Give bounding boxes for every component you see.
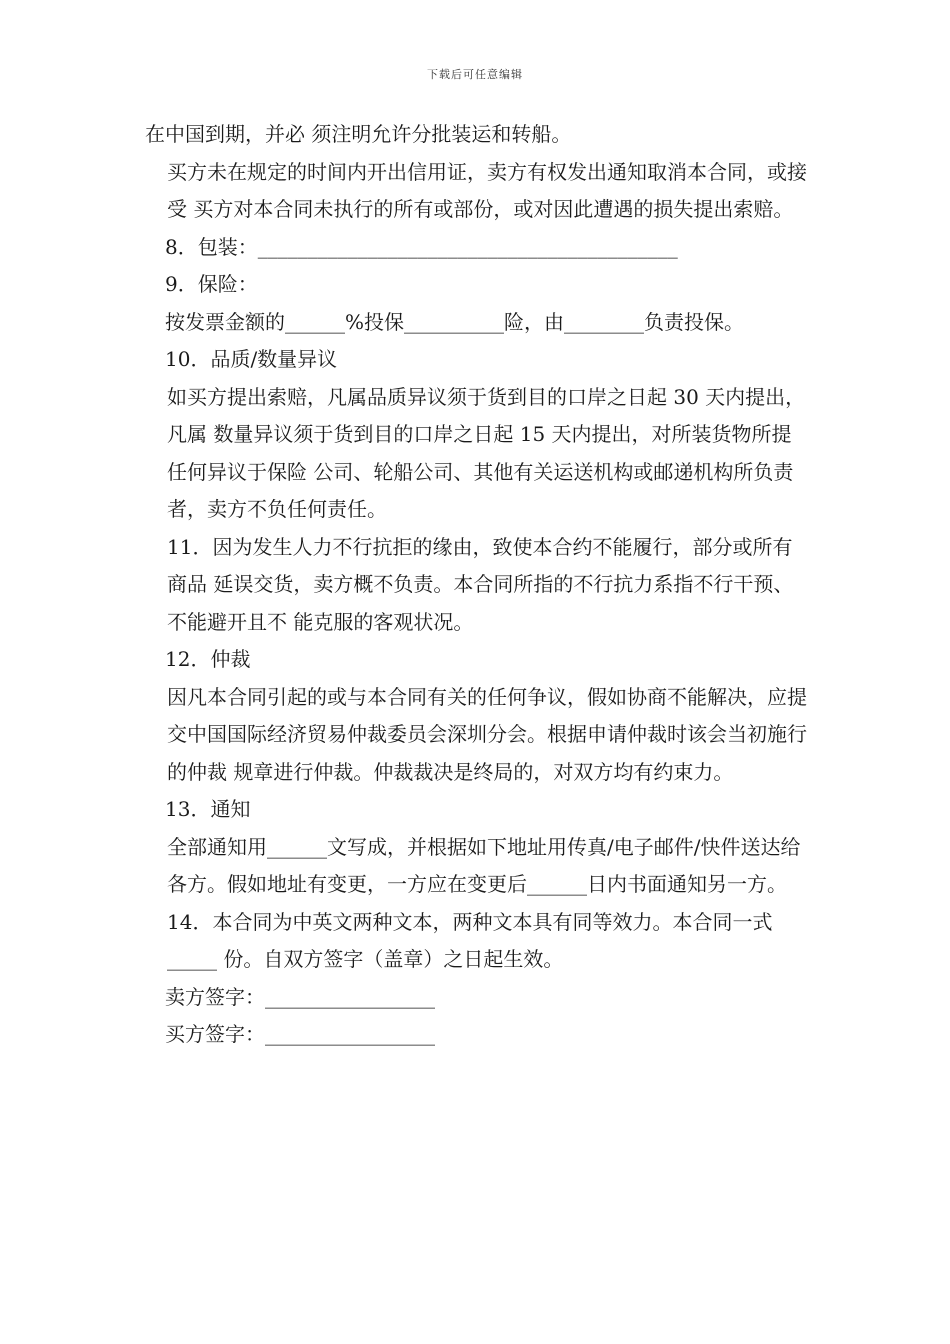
signature-block	[145, 979, 810, 1054]
paragraph-lc-expiry: 在中国到期，并必 须注明允许分批装运和转船。	[145, 122, 572, 146]
section-9-insurance-body: 按发票金额的______%投保__________险，由________负责投保。	[165, 309, 745, 334]
buyer-signature-line: 买方签字：_________________	[165, 1022, 435, 1046]
section-13-heading: 13．通知	[165, 797, 251, 821]
section-8-packing: 8．包装：__________________________________________	[165, 234, 678, 259]
section-13-body: 全部通知用______文写成，并根据如下地址用传真/电子邮件/快件送达给各方。假如地址有变更，一方应在变更后______日内书面通知另一方。	[167, 834, 801, 896]
section-9-insurance-heading: 9．保险：	[165, 272, 258, 296]
section-10-body: 如买方提出索赔，凡属品质异议须于货到目的口岸之日起 30 天内提出，凡属 数量异议须于货到目的口岸之日起 15 天内提出，对所装货物所提任何异议于保险 公司、轮船公司、其他有关运送机构或邮递机构所负责者，卖方不负任何责任。	[167, 384, 806, 521]
section-12-body: 因凡本合同引起的或与本合同有关的任何争议，假如协商不能解决，应提 交中国国际经济贸易仲裁委员会深圳分会。根据申请仲裁时该会当初施行的仲裁 规章进行仲裁。仲裁裁决是终局的，对双方均有约束力。	[167, 684, 807, 784]
section-10-heading: 10．品质/数量异议	[165, 347, 338, 371]
page-header-note: 下载后可任意编辑	[427, 68, 523, 81]
section-12-heading: 12．仲裁	[165, 647, 251, 671]
section-14-effectiveness: 14．本合同为中英文两种文本，两种文本具有同等效力。本合同一式 _____ 份。自双方签字（盖章）之日起生效。	[167, 909, 773, 971]
contract-body	[145, 116, 810, 1054]
paragraph-lc-cancellation: 买方未在规定的时间内开出信用证，卖方有权发出通知取消本合同，或接受 买方对本合同未执行的所有或部份，或对因此遭遇的损失提出索赔。	[167, 159, 807, 221]
section-11-force-majeure: 11．因为发生人力不行抗拒的缘由，致使本合约不能履行，部分或所有商品 延误交货，卖方概不负责。本合同所指的不行抗力系指不行干预、不能避开且不 能克服的客观状况。	[167, 534, 794, 634]
seller-signature-line: 卖方签字：_________________	[165, 984, 435, 1009]
